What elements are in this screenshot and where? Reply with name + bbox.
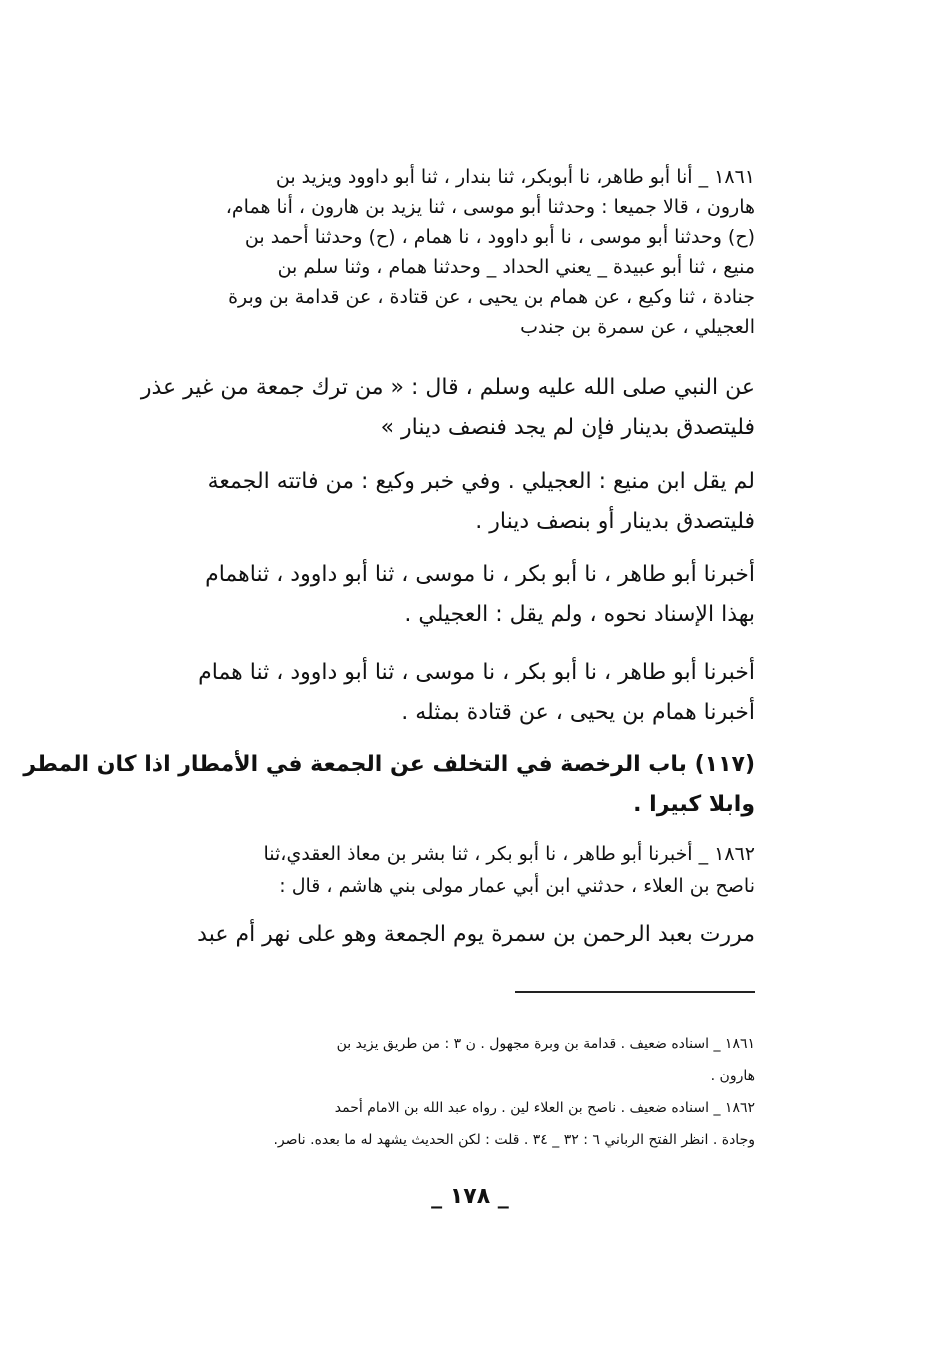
text-line: وابلا كبيرا .: [633, 792, 755, 817]
hadith-1862-matn: [110, 915, 755, 955]
hadith-1861-second-chain: [110, 555, 755, 635]
text-line: ناصح بن العلاء ، حدثني ابن أبي عمار مولى بني هاشم ، قال :: [279, 875, 755, 897]
text-line: عن النبي صلى الله عليه وسلم ، قال : « من ترك جمعة من غير عذر: [140, 375, 755, 400]
footnote-line: وجادة . انظر الفتح الرباني ٦ : ٣٢ _ ٣٤ . قلت : لكن الحديث يشهد له ما بعده. ناصر.: [273, 1132, 755, 1148]
footnote-line: ١٨٦١ _ اسناده ضعيف . قدامة بن وبرة مجهول . ن ٣ : من طريق يزيد بن: [336, 1036, 755, 1052]
hadith-1862-isnad: [110, 838, 755, 902]
hadith-1861-isnad: [110, 162, 755, 342]
footnote-line: هارون .: [710, 1068, 755, 1084]
text-line: العجيلي ، عن سمرة بن جندب: [520, 316, 755, 338]
text-line: فليتصدق بدينار فإن لم يجد فنصف دينار »: [380, 415, 755, 440]
text-line: أخبرنا همام بن يحيى ، عن قتادة بمثله .: [401, 700, 755, 725]
text-line: (ح) وحدثنا أبو موسى ، نا أبو داوود ، نا همام ، (ح) وحدثنا أحمد بن: [244, 226, 755, 248]
chapter-117-heading: [23, 745, 755, 825]
text-line: (١١٧) باب الرخصة في التخلف عن الجمعة في الأمطار اذا كان المطر: [23, 752, 755, 777]
text-line: جنادة ، ثنا وكيع ، عن همام بن يحيى ، عن قتادة ، عن قدامة بن وبرة: [228, 286, 755, 308]
footnotes: [110, 1028, 755, 1156]
text-line: منيع ، ثنا أبو عبيدة _ يعني الحداد _ وحدثنا همام ، وثنا سلم بن: [277, 256, 755, 278]
text-line: ١٨٦٢ _ أخبرنا أبو طاهر ، نا أبو بكر ، ثنا بشر بن معاذ العقدي،ثنا: [263, 843, 755, 865]
text-line: فليتصدق بدينار أو بنصف دينار .: [475, 509, 755, 534]
text-line: مررت بعبد الرحمن بن سمرة يوم الجمعة وهو على نهر أم عبد: [197, 922, 755, 947]
hadith-1861-third-chain: [110, 653, 755, 733]
hadith-1861-comment: [110, 462, 755, 542]
footnote-line: ١٨٦٢ _ اسناده ضعيف . ناصح بن العلاء لين . رواه عبد الله بن الامام أحمد: [334, 1100, 755, 1116]
text-line: هارون ، قالا جميعا : وحدثنا أبو موسى ، ثنا يزيد بن هارون ، أنا همام،: [225, 196, 755, 218]
hadith-1861-matn: [110, 368, 755, 448]
page-number: _ ١٧٨ _: [431, 1184, 509, 1209]
text-line: بهذا الإسناد نحوه ، ولم يقل : العجيلي .: [404, 602, 755, 627]
text-line: أخبرنا أبو طاهر ، نا أبو بكر ، نا موسى ، ثنا أبو داوود ، ثنا همام: [198, 660, 755, 685]
text-line: ١٨٦١ _ أنا أبو طاهر، نا أبوبكر، ثنا بندار ، ثنا أبو داوود ويزيد بن: [275, 166, 755, 188]
footnote-separator: [515, 991, 755, 993]
text-line: لم يقل ابن منيع : العجيلي . وفي خبر وكيع : من فاتته الجمعة: [207, 469, 755, 494]
text-line: أخبرنا أبو طاهر ، نا أبو بكر ، نا موسى ، ثنا أبو داوود ، ثناهمام: [205, 562, 755, 587]
